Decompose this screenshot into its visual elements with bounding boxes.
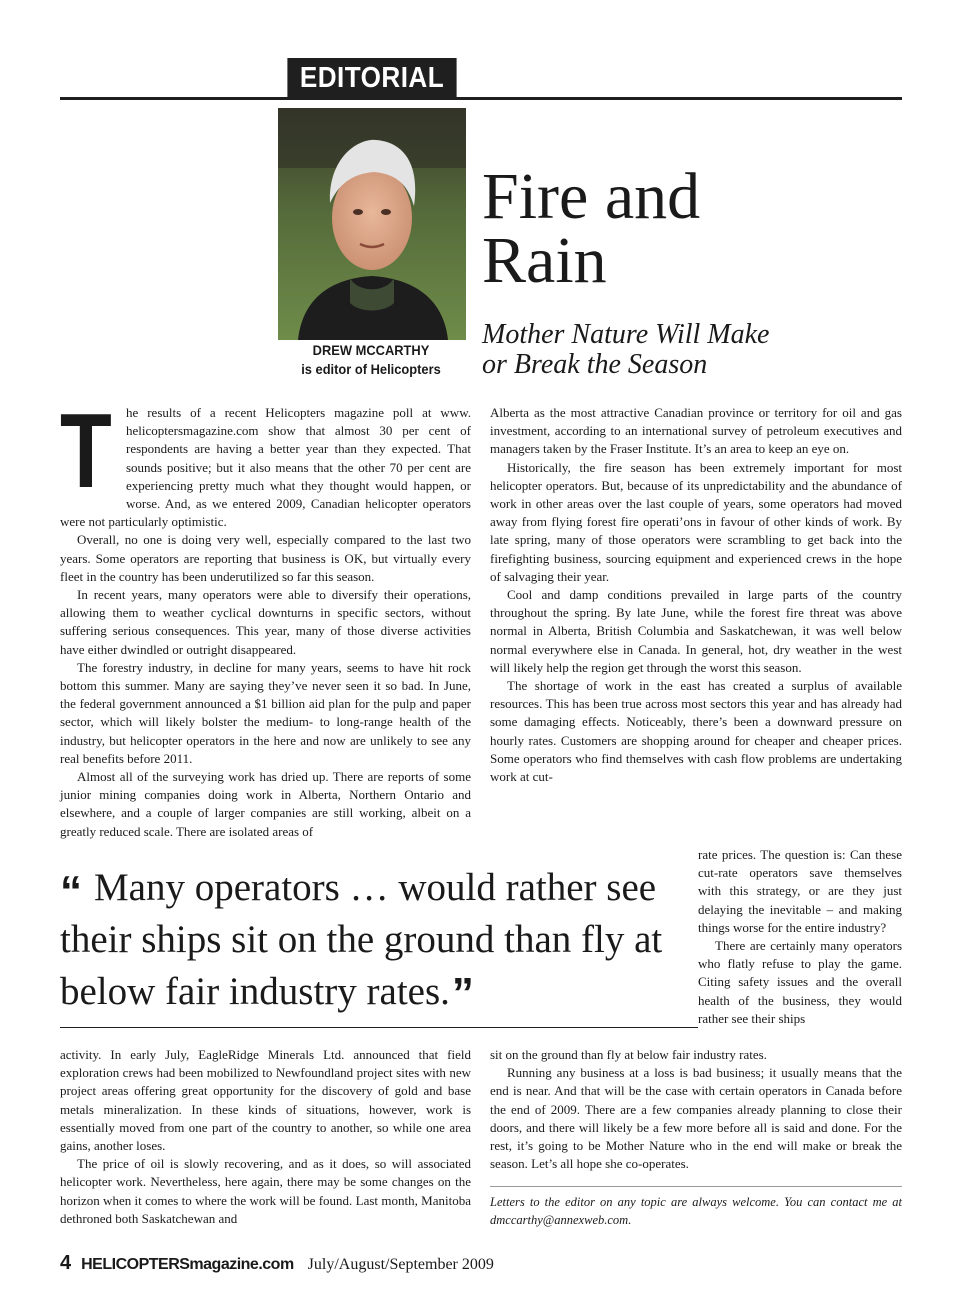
paragraph: Historically, the fire season has been extremely important for most helicopter operators. But, because of its unpredictability and the abundance of work in other areas over the last couple of years, some operators had moved away from flying forest fire operati’ons in favour of other kinds of work. By late spring, many of those operators were scrambling to get back into the firefighting business, sourcing equipment and experienced crews in the hope of salvaging their year. xyxy=(490,459,902,584)
paragraph: The shortage of work in the east has created a surplus of available resources. This has been true across most sectors this year and has already had some damaging effects. Noticeably, there’s been a downward pressure on hourly rates. Customers are shopping around for cheaper and cheaper prices. Some operators who find themselves with cash flow problems are undertaking work at cut- xyxy=(490,678,902,785)
paragraph: Running any business at a loss is bad business; it usually means that the end is near. And that will be the case with certain operators in Canada before the end of 2009. There are a few companies already planning to close their doors, and there will likely be a few more before all is said and done. For the rest, it’s going to be Mother Nature who in the end will make or break the season. Let’s all hope she co-operates. xyxy=(490,1065,902,1172)
body-column-side xyxy=(698,846,902,1028)
pull-quote xyxy=(60,862,696,1018)
body-column-3 xyxy=(60,1046,471,1228)
site-name: HELICOPTERSmagazine.com xyxy=(81,1256,294,1273)
author-photo xyxy=(278,108,466,340)
paragraph: he results of a recent Helicopters magazine poll at www. helicoptersmagazine.com show that almost 30 per cent of respondents are having a better year than they expected. That sounds positive; but it also means that the other 70 per cent are experiencing pretty much what they thought would happen, or worse. And, as we entered 2009, Canadian helicopter operators were not particularly optimistic. xyxy=(60,405,471,530)
author-caption xyxy=(269,341,473,379)
headline xyxy=(482,160,902,297)
subheadline-line-1: Mother Nature Will Make xyxy=(482,319,770,350)
issue-date: July/August/September 2009 xyxy=(307,1256,494,1273)
close-quote-mark: ” xyxy=(451,969,474,1018)
body-column-2 xyxy=(490,404,902,786)
paragraph: sit on the ground than fly at below fair industry rates. xyxy=(490,1047,767,1062)
page-number: 4 xyxy=(60,1252,72,1274)
paragraph: Alberta as the most attractive Canadian province or territory for oil and gas investment, according to an international survey of petroleum executives and managers taken by the Fraser Institute. It’s an area to keep an eye on. xyxy=(490,405,902,457)
header-rule xyxy=(60,97,902,100)
body-column-4 xyxy=(490,1046,902,1173)
author-portrait-image xyxy=(278,108,466,340)
subheadline-line-2: or Break the Season xyxy=(482,349,708,380)
author-name: DREW MCCARTHY xyxy=(312,342,430,358)
drop-cap: T xyxy=(60,392,112,510)
letters-divider xyxy=(490,1186,902,1187)
headline-line-2: Rain xyxy=(482,224,607,297)
author-role: is editor of Helicopters xyxy=(301,361,441,377)
paragraph: Cool and damp conditions prevailed in large parts of the country throughout the spring. By late June, while the forest fire threat was above normal in Alberta, British Columbia and Saskatchewan, it was well below normal everywhere else in Canada. In general, hot, dry weather in the west will likely help the region get through the worst this season. xyxy=(490,587,902,675)
paragraph: rate prices. The question is: Can these cut-rate operators save themselves with this strategy, or are they just delaying the inevitable – and making things worse for the entire industry? xyxy=(698,847,902,935)
paragraph: In recent years, many operators were able to diversify their operations, allowing them to weather cyclical downturns in specific sectors, without suffering serious consequences. This year, many of those diverse activities have either dwindled or outright disappeared. xyxy=(60,587,471,657)
paragraph: There are certainly many operators who flatly refuse to play the game. Citing safety issues and the overall health of the business, they would rather see their ships xyxy=(698,938,902,1026)
paragraph: The price of oil is slowly recovering, and as it does, so will associated helicopter work. Nevertheless, here again, there may be some changes on the horizon when it comes to where the work will be found. Last month, Manitoba dethroned both Saskatchewan and xyxy=(60,1156,471,1226)
headline-line-1: Fire and xyxy=(482,160,701,233)
paragraph: The forestry industry, in decline for many years, seems to have hit rock bottom this summer. Many are saying they’ve never seen it so bad. In June, the federal government announced a $1 billion aid plan for the pulp and paper sector, which will likely bolster the medium- to long-range health of the industry, but helicopter operators in the here and now are unlikely to see any real benefits before 2011. xyxy=(60,659,471,766)
paragraph: Overall, no one is doing very well, especially compared to the last two years. Some operators are reporting that business is OK, but virtually every fleet in the country has been underutilized so far this season. xyxy=(60,532,471,584)
pull-quote-text: Many operators … would rather see their ships sit on the ground than fly at below fair industry rates. xyxy=(60,866,663,1013)
section-label: EDITORIAL xyxy=(287,58,456,98)
body-column-1 xyxy=(60,392,471,841)
page-footer xyxy=(60,1252,660,1276)
open-quote-mark: “ xyxy=(60,867,82,916)
subheadline xyxy=(482,320,902,380)
paragraph: activity. In early July, EagleRidge Minerals Ltd. announced that field exploration crews had been mobilized to Newfoundland project sites with new project areas offering great opportunity for the discovery of gold and base metals mineralization. In these kinds of situations, however, work is essentially moved from one part of the country to another, so while one area gains, another loses. xyxy=(60,1047,471,1154)
pull-quote-rule xyxy=(60,1027,698,1028)
letters-note: Letters to the editor on any topic are always welcome. You can contact me at dmccarthy@annexweb.com. xyxy=(490,1195,902,1227)
paragraph: Almost all of the surveying work has dried up. There are reports of some junior mining companies doing work in Alberta, Northern Ontario and elsewhere, and a couple of larger companies are still working, albeit on a greatly reduced scale. There are isolated areas of xyxy=(60,769,471,839)
